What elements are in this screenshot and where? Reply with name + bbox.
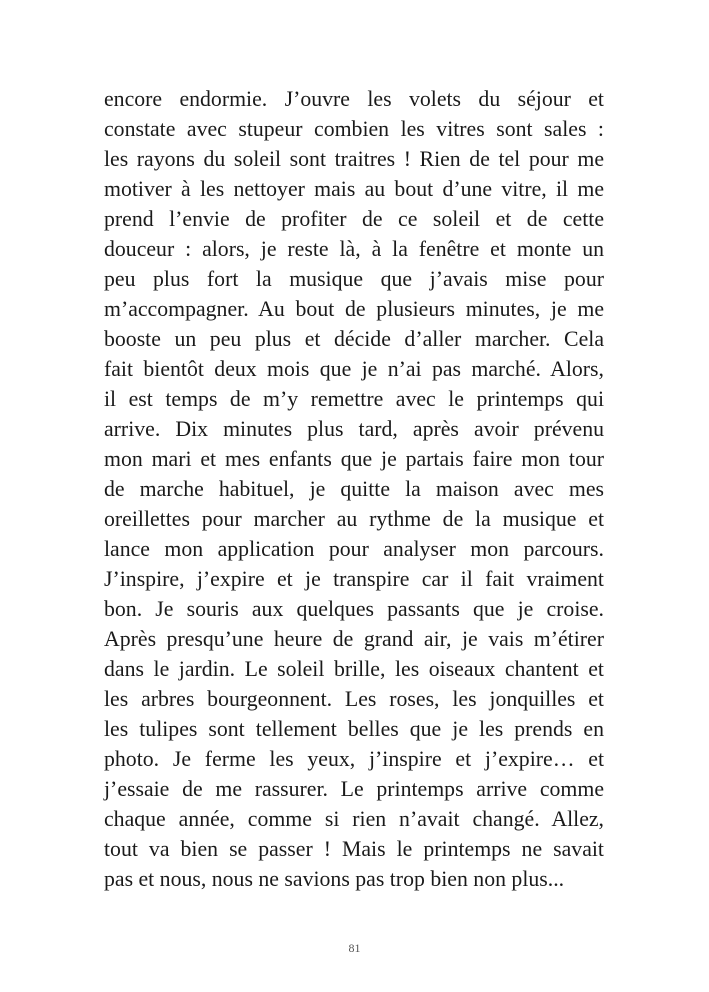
text-line: douceur : alors, je reste là, à la fenêtre et monte un [104,237,604,261]
text-line: peu plus fort la musique que j’avais mise pour [104,267,604,291]
text-line: les tulipes sont tellement belles que je les prends en [104,717,604,741]
text-line: fait bientôt deux mois que je n’ai pas marché. Alors, [104,357,604,381]
text-line: tout va bien se passer ! Mais le printemps ne savait [104,837,604,861]
text-line: Après presqu’une heure de grand air, je vais m’étirer [104,627,604,651]
text-line: constate avec stupeur combien les vitres sont sales : [104,117,604,141]
body-text [104,84,604,894]
text-line: mon mari et mes enfants que je partais faire mon tour [104,447,604,471]
text-line: les arbres bourgeonnent. Les roses, les jonquilles et [104,687,604,711]
text-line: m’accompagner. Au bout de plusieurs minutes, je me [104,297,604,321]
page-number: 81 [348,941,361,955]
text-line: oreillettes pour marcher au rythme de la musique et [104,507,604,531]
text-line: il est temps de m’y remettre avec le printemps qui [104,387,604,411]
text-line: prend l’envie de profiter de ce soleil et de cette [104,207,604,231]
text-line: chaque année, comme si rien n’avait changé. Allez, [104,807,604,831]
text-line: arrive. Dix minutes plus tard, après avoir prévenu [104,417,604,441]
text-line: motiver à les nettoyer mais au bout d’une vitre, il me [104,177,604,201]
text-line: j’essaie de me rassurer. Le printemps arrive comme [104,777,604,801]
text-line: dans le jardin. Le soleil brille, les oiseaux chantent et [104,657,604,681]
text-line: photo. Je ferme les yeux, j’inspire et j’expire… et [104,747,604,771]
text-line: les rayons du soleil sont traitres ! Rien de tel pour me [104,147,604,171]
text-line-last: pas et nous, nous ne savions pas trop bien non plus... [104,867,565,891]
text-line: booste un peu plus et décide d’aller marcher. Cela [104,327,604,351]
text-line: encore endormie. J’ouvre les volets du séjour et [104,87,604,111]
text-line: de marche habituel, je quitte la maison avec mes [104,477,604,501]
text-line: bon. Je souris aux quelques passants que je croise. [104,597,604,621]
text-line: lance mon application pour analyser mon parcours. [104,537,604,561]
text-line: J’inspire, j’expire et je transpire car il fait vraiment [104,567,604,591]
